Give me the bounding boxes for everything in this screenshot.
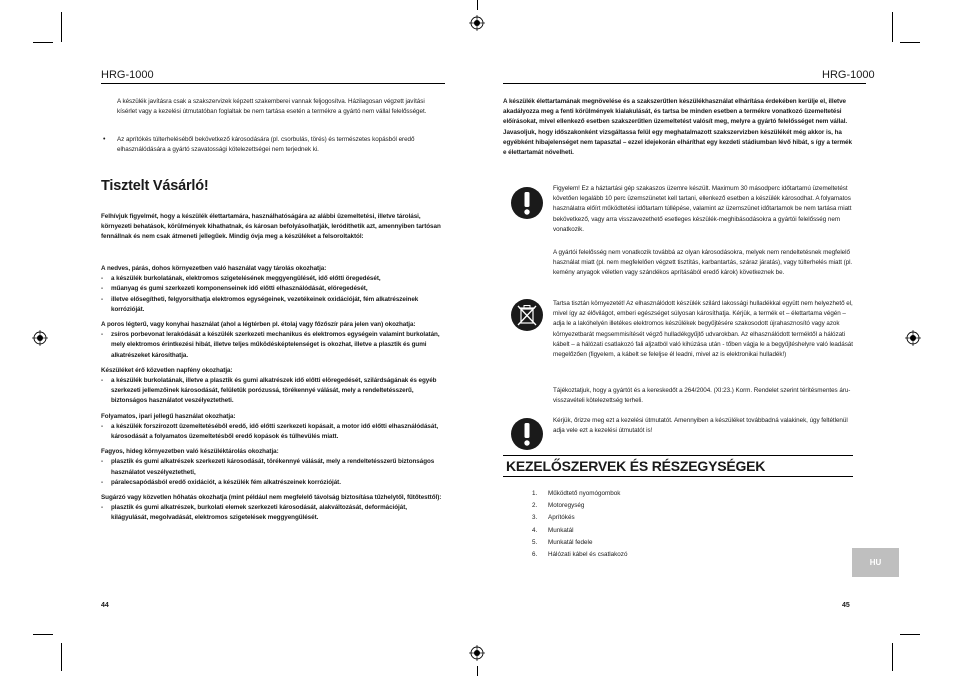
bullet-dot: • (103, 136, 106, 143)
list-item: - plasztik és gumi alkatrészek szerkezeti károsodását, törékennyé válását, mely a rendeltetésszerű biztonságos használatot veszélyeztetheti, (101, 457, 445, 477)
notice-intermittent-use: Figyelem! Ez a háztartási gép szakaszos üzemre készült. Maximum 30 másodperc időtartamú üzemeltetést követően legalább 10 perc üzemszünetet kell tartani, ellenkező esetben a készülék károsodhat. A folyamatos használatra előírt működtetési időtartam túllépése, valamint az üzemszünet időtartamok be nem tartása miatt bekövetkező, vagy arra visszavezethető esetleges készülék-meghibásodásokra a gyártói felelősség nem vonatkozik. (553, 185, 852, 233)
crossed-bin-icon (510, 298, 544, 332)
crop-mark (61, 643, 62, 671)
right-header-rule (503, 83, 866, 84)
page-title: Tisztelt Vásárló! (101, 178, 209, 194)
left-header-model: HRG-1000 (101, 69, 154, 81)
page-number-right: 45 (842, 602, 850, 609)
list-item: - illetve elősegítheti, felgyorsíthatja elektromos egységeinek, vezetékeinek oxidációját, fém alkatrészeinek korrózióját. (101, 295, 445, 315)
attention-paragraph: Felhívjuk figyelmét, hogy a készülék élettartamára, használhatóságára az alábbi üzemeltetési, illetve tárolási, környezeti behatások, körülmények kihathatnak, és károsan befolyásolhatják, leródíthetik azt, amennyiben tartósan fennállnak és nem csak átmeneti jellegűek. Mindig óvja meg a készüléket a felsoroltaktól: (101, 213, 441, 241)
list-item: 1. Működtető nyomógombok (532, 490, 621, 497)
legal-paragraph: Tájékoztatjuk, hogy a gyártót és a kereskedőt a 264/2004. (XI:23.) Korm. Rendelet szerint térítésmentes áru-visszavételi kötelezettség terheli. (553, 387, 851, 405)
list-item: 2. Motoregység (532, 502, 585, 510)
right-header-model: HRG-1000 (822, 69, 875, 81)
section-heading: A poros légterű, vagy konyhai használat (ahol a légtérben pl. étolaj vagy főzőszír pára jelen van) okozhatja: (101, 321, 416, 329)
section-heading: Sugárzó vagy közvetlen hőhatás okozhatja (mint például nem megfelelő távolság biztosítása tűzhelytől, fűtőtesttől): (101, 494, 442, 502)
section-rule-top (503, 455, 853, 456)
section-heading: Folyamatos, ipari jellegű használat okozhatja: (101, 412, 236, 420)
conditions-list (101, 264, 445, 524)
crop-mark (477, 666, 478, 676)
section-heading: A nedves, párás, dohos környezetben való használat vagy tárolás okozhatja: (101, 265, 327, 272)
intro-paragraph: A készülék javításra csak a szakszervizek képzett szakemberei vannak feljogosítva. Házilagosan végzett javítási kísérlet vagy a kezelési útmutatóban foglaltak be nem tartása esetén a termékre a gyártó nem vállal felelősséget. (117, 98, 427, 116)
list-item: - a készülék burkolatának, illetve a plasztik és gumi alkatrészek idő előtti elöregedését, szilárdságának és egyéb szerkezeti jellemzőinek károsodását, felületük porózussá, törékennyé válását, mely a rendeltetésszerű, biztonságos használatot veszélyeztetheti. (101, 376, 445, 407)
keep-manual-notice: Kérjük, őrizze meg ezt a kezelési útmutatót. Amennyiben a készüléket továbbadná valakinek, úgy feltétlenül adja vele ezt a kezelési útmutatót is! (553, 417, 848, 435)
section-rule-bottom (503, 476, 853, 477)
registration-mark-icon (469, 15, 485, 31)
list-item: 3. Aprítókés (532, 514, 575, 522)
bullet-paragraph: Az aprítókés túlterheléséből bekövetkező károsodására (pl. csorbulás, törés) és természetes kopásból eredő elhasználódására a gyártó szavatossági kötelezettségei nem terjednek ki. (117, 136, 415, 154)
registration-mark-icon (905, 330, 921, 346)
list-item: 5. Munkatál fedele (532, 538, 593, 546)
crop-mark (892, 643, 893, 671)
section-title: KEZELŐSZERVEK ÉS RÉSZEGYSÉGEK (506, 458, 766, 474)
lead-paragraph: A készülék élettartamának megnövelése és a szakszerűtlen készülékhasználat elhárítása érdekében kerülje el, illetve akadályozza meg a fenti körülmények kialakulását, és tartsa be minden esetben a termékre vonatkozó üzemeltetési előírásokat, mivel ellenkező esetben szakszerűtlen üzemeltetést valósít meg, melyre a gyártó felelősséget nem vállal. Javasoljuk, hogy időszakonként vizsgáltassa felül egy meghatalmazott szakszervizben készülékét még akkor is, ha egyébként hibajelenséget nem tapasztal – ezzel idejekorán elháríthat egy kezdeti stádiumban lévő hibát, s így a termék e élettartamát növelheti. (503, 98, 852, 157)
exclamation-icon (510, 417, 544, 451)
registration-mark-icon (469, 645, 485, 661)
language-tab: HU (852, 548, 899, 577)
crop-mark (900, 634, 920, 635)
left-header-rule (101, 83, 445, 84)
crop-mark (477, 0, 478, 10)
crop-mark (900, 42, 920, 43)
list-item: 6. Hálózati kábel és csatlakozó (532, 551, 628, 559)
list-item: - műanyag és gumi szerkezeti komponenseinek idő előtti elhasználódását, elöregedését, (101, 284, 445, 294)
notice-warranty: A gyártói felelősség nem vonatkozik továbbá az olyan károsodásokra, melyek nem rendeltetésnek megfelelő használat miatt (pl. nem megfelelően végzett tisztítás, karbantartás, száraz járatás), vagy túlterhelés miatt (pl. kemény anyagok véletlen vagy szándékos aprításából eredő károk) következnek be. (553, 249, 853, 277)
list-item: - zsíros porbevonat lerakódását a készülék szerkezeti mechanikus és elektromos egységein valamint burkolatán, mely elektromos érintkezési hibát, illetve teljes működésképtelenséget is okozhat, illetve a plasztik és gumi alkatrészeket károsíthatja. (101, 330, 445, 361)
crop-mark (33, 42, 53, 43)
list-item: - a készülék burkolatának, elektromos szigetelésének meggyengülését, idő előtti öregedését, (101, 274, 445, 284)
parts-list (532, 488, 627, 561)
registration-mark-icon (32, 330, 48, 346)
section-heading: Fagyos, hideg környezetben való készüléktárolás okozhatja: (101, 448, 279, 456)
crop-mark (33, 634, 53, 635)
list-item: 4. Munkatál (532, 526, 574, 534)
list-item: - a készülék forszírozott üzemeltetéséből eredő, idő előtti szerkezeti kopásait, a motor idő előtti elhasználódását, károsodását a folyamatos üzemeltetésből eredő kopások és túlhevülés miatt. (101, 422, 445, 442)
crop-mark (892, 12, 893, 42)
exclamation-icon (510, 186, 544, 220)
section-heading: Készüléket érő közvetlen napfény okozhatja: (101, 366, 233, 374)
recycling-paragraph: Tartsa tisztán környezetét! Az elhasználódott készülék szilárd lakossági hulladékkal együtt nem helyezhető el, mivel így az élővilágot, emberi egészséget súlyosan károsíthatja. Kérjük, a termék et – élettartama végén – adja le a lakóhelyén illetékes elektromos készülékek begyűjtésére szakosodott újrahasznosító vagy azok környezetbarát megsemmisítését végző hulladékgyűjtő udvarokban. Az elhasználódott terméktől a hálózati kábelt – a hálózati csatlakozó fali aljzatból való kihúzása után - tőben vágja le a begyűjtéshelyre való leadását megelőzően (figyelem, a kábelt se feleljse él leadni, mivel az is elektronikai hulladék!) (553, 300, 853, 359)
list-item: - plasztik és gumi alkatrészek, burkolati elemek szerkezeti károsodását, alakváltozását, deformációját, kilágyulását, megolvadását, elektromos szigetelések meggyengülését. (101, 503, 445, 523)
list-item: - páralecsapódásból eredő oxidációt, a készülék fém alkatrészeinek korrózióját. (101, 478, 445, 488)
page-number-left: 44 (101, 602, 109, 609)
crop-mark (61, 12, 62, 42)
